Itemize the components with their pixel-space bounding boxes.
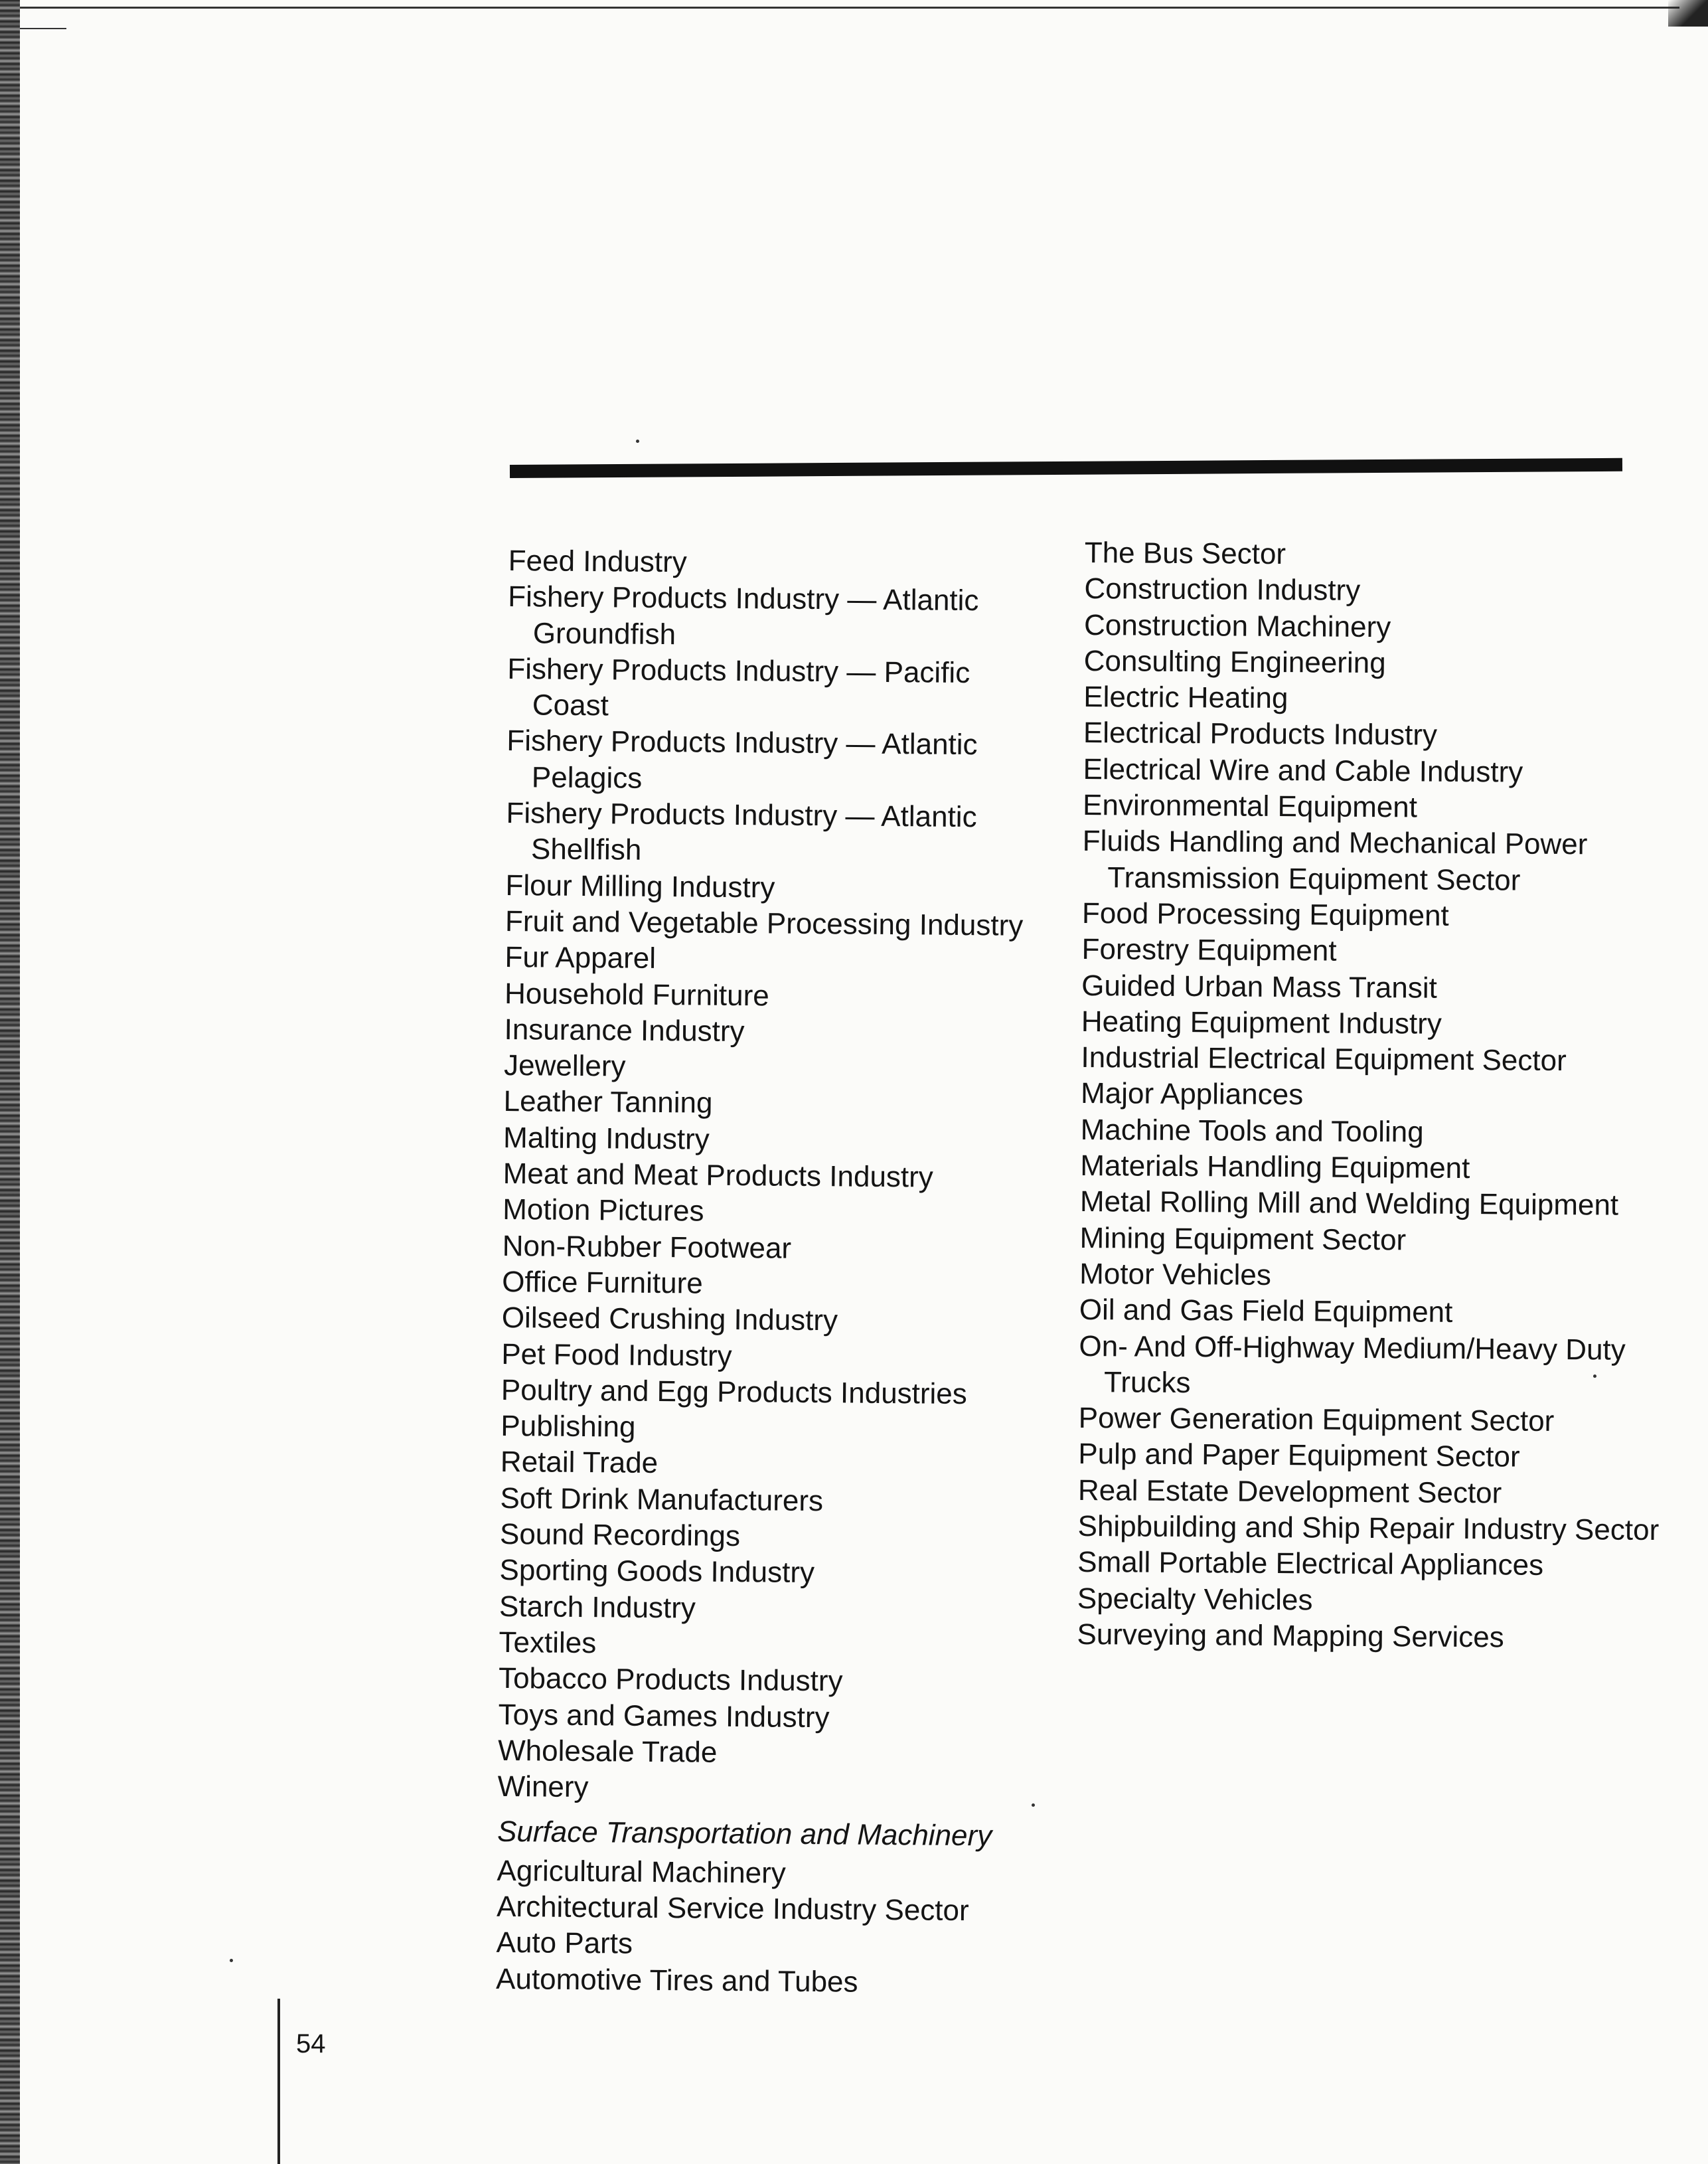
section-heading: Surface Transportation and Machinery [497, 1815, 992, 1853]
list-item: The Bus Sector [1084, 536, 1286, 571]
list-item: Fruit and Vegetable Processing Industry [505, 904, 1024, 942]
list-item: Sound Recordings [499, 1517, 741, 1553]
list-item: Fishery Products Industry — Pacific Coast [507, 652, 970, 722]
list-item: Starch Industry [499, 1590, 696, 1625]
list-item: Food Processing Equipment [1081, 896, 1449, 932]
list-item: Architectural Service Industry Sector [496, 1890, 969, 1928]
list-item: Industrial Electrical Equipment Sector [1081, 1041, 1567, 1078]
list-item: Non-Rubber Footwear [502, 1229, 792, 1265]
list-item: Tobacco Products Industry [498, 1662, 843, 1698]
list-item: On- And Off-Highway Medium/Heavy Duty Trucks [1079, 1329, 1626, 1399]
list-item: Soft Drink Manufacturers [500, 1481, 824, 1517]
list-item: Winery [497, 1770, 589, 1804]
top-right-corner-shadow [1668, 0, 1708, 27]
list-item: Fluids Handling and Mechanical Power Transmission Equipment Sector [1082, 825, 1588, 897]
list-item: Leather Tanning [503, 1085, 713, 1120]
list-item: Fishery Products Industry — Atlantic Shellfish [506, 797, 977, 867]
list-item: Machine Tools and Tooling [1080, 1113, 1424, 1149]
list-item: Motion Pictures [503, 1193, 704, 1228]
list-item: Fishery Products Industry — Atlantic Pelagics [506, 724, 978, 795]
list-item: Flour Milling Industry [505, 869, 775, 904]
list-item: Small Portable Electrical Appliances [1077, 1546, 1544, 1582]
list-item: Electrical Products Industry [1083, 716, 1438, 752]
list-item: Malting Industry [503, 1121, 710, 1156]
scanned-binding-edge [0, 0, 20, 2164]
list-item: Oilseed Crushing Industry [501, 1301, 838, 1337]
list-item: Electric Heating [1083, 681, 1288, 715]
right-column-list [1077, 535, 1682, 1657]
list-item: Automotive Tires and Tubes [495, 1962, 858, 1999]
list-item: Specialty Vehicles [1077, 1582, 1313, 1617]
list-item: Electrical Wire and Cable Industry [1083, 752, 1523, 789]
top-left-short-rule [20, 28, 66, 29]
list-item: Consulting Engineering [1083, 644, 1386, 680]
list-item: Meat and Meat Products Industry [503, 1157, 934, 1194]
list-item: Household Furniture [504, 977, 769, 1013]
page-number: 54 [296, 2029, 326, 2058]
list-item: Real Estate Development Sector [1077, 1473, 1502, 1510]
page-margin-bar [277, 1999, 280, 2164]
section-divider-rule [510, 458, 1622, 478]
list-item: Fishery Products Industry — Atlantic Groundfish [508, 580, 979, 651]
list-item: Toys and Games Industry [498, 1698, 830, 1734]
list-item: Metal Rolling Mill and Welding Equipment [1079, 1185, 1619, 1222]
list-item: Shipbuilding and Ship Repair Industry Sector [1077, 1509, 1660, 1547]
list-item: Motor Vehicles [1079, 1257, 1271, 1291]
list-item: Guided Urban Mass Transit [1081, 969, 1437, 1005]
list-item: Construction Industry [1084, 572, 1361, 608]
top-edge-rule [20, 7, 1679, 9]
list-item: Construction Machinery [1083, 608, 1391, 643]
list-item: Sporting Goods Industry [499, 1554, 815, 1590]
list-item: Textiles [499, 1625, 597, 1660]
list-item: Mining Equipment Sector [1079, 1221, 1407, 1257]
list-item: Jewellery [503, 1049, 626, 1083]
list-item: Poultry and Egg Products Industries [501, 1373, 967, 1410]
list-item: Auto Parts [496, 1926, 633, 1960]
list-item: Materials Handling Equipment [1080, 1149, 1470, 1185]
list-item: Surveying and Mapping Services [1077, 1618, 1504, 1654]
list-item: Forestry Equipment [1081, 933, 1337, 967]
list-item: Environmental Equipment [1082, 789, 1418, 824]
list-item: Heating Equipment Industry [1081, 1005, 1442, 1040]
list-item: Power Generation Equipment Sector [1078, 1402, 1555, 1438]
print-speck [636, 440, 639, 443]
list-item: Major Appliances [1080, 1077, 1304, 1112]
list-item: Publishing [501, 1410, 636, 1444]
left-column-list [496, 543, 1053, 2002]
list-item: Office Furniture [502, 1265, 703, 1300]
list-item: Pet Food Industry [501, 1337, 732, 1373]
list-item: Agricultural Machinery [497, 1854, 787, 1890]
list-item: Feed Industry [508, 544, 688, 579]
list-item: Pulp and Paper Equipment Sector [1078, 1438, 1520, 1474]
list-item: Fur Apparel [505, 941, 657, 975]
list-item: Wholesale Trade [497, 1734, 718, 1769]
print-speck [230, 1959, 233, 1962]
list-item: Oil and Gas Field Equipment [1079, 1293, 1453, 1329]
list-item: Retail Trade [500, 1446, 659, 1480]
list-item: Insurance Industry [504, 1013, 745, 1048]
